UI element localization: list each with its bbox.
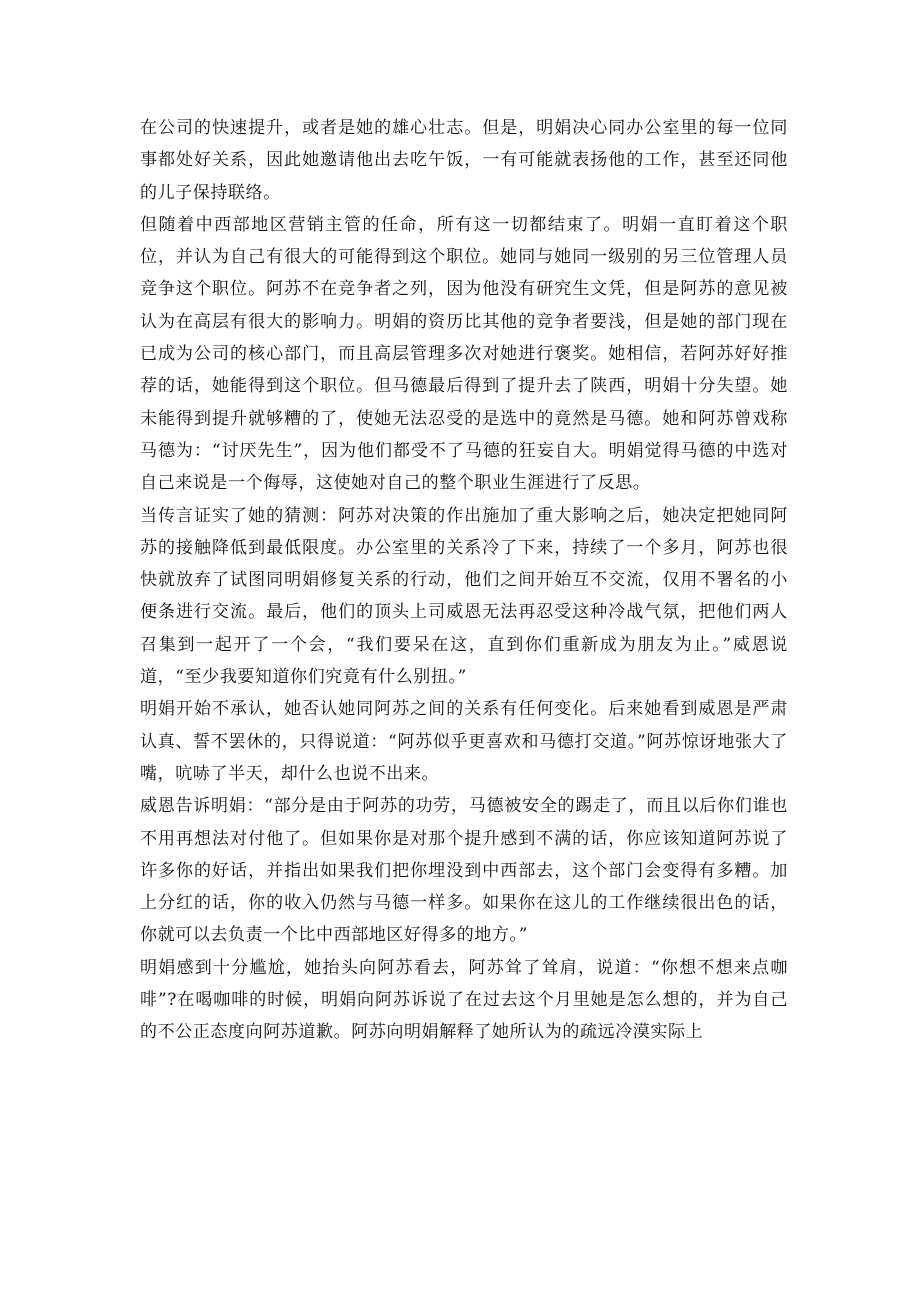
- paragraph-1: 在公司的快速提升，或者是她的雄心壮志。但是，明娟决心同办公室里的每一位同事都处好关系，因此她邀请他出去吃午饭，一有可能就表扬他的工作，甚至还同他的儿子保持联络。: [140, 118, 788, 203]
- paragraph-4: 明娟开始不承认，她否认她同阿苏之间的关系有任何变化。后来她看到威恩是严肃认真、誓不罢休的，只得说道：“阿苏似乎更喜欢和马德打交道。”阿苏惊讶地张大了嘴，吭哧了半天，却什么也说不出来。: [140, 699, 788, 784]
- document-page: [140, 112, 788, 1049]
- paragraph-3: 当传言证实了她的猜测：阿苏对决策的作出施加了重大影响之后，她决定把她同阿苏的接触降低到最低限度。办公室里的关系冷了下来，持续了一个多月，阿苏也很快就放弃了试图同明娟修复关系的行动，他们之间开始互不交流，仅用不署名的小便条进行交流。最后，他们的顶头上司威恩无法再忍受这种冷战气氛，把他们两人召集到一起开了一个会，“我们要呆在这，直到你们重新成为朋友为止。”威恩说道，“至少我要知道你们究竟有什么别扭。”: [140, 505, 788, 688]
- paragraph-2: 但随着中西部地区营销主管的任命，所有这一切都结束了。明娟一直盯着这个职位，并认为自己有很大的可能得到这个职位。她同与她同一级别的另三位管理人员竞争这个职位。阿苏不在竞争者之列，因为他没有研究生文凭，但是阿苏的意见被认为在高层有很大的影响力。明娟的资历比其他的竞争者要浅，但是她的部门现在已成为公司的核心部门，而且高层管理多次对她进行褒奖。她相信，若阿苏好好推荐的话，她能得到这个职位。但马德最后得到了提升去了陕西，明娟十分失望。她未能得到提升就够糟的了，使她无法忍受的是选中的竟然是马德。她和阿苏曾戏称马德为：“讨厌先生”，因为他们都受不了马德的狂妄自大。明娟觉得马德的中选对自己来说是一个侮辱，这使她对自己的整个职业生涯进行了反思。: [140, 214, 788, 494]
- paragraph-6: 明娟感到十分尴尬，她抬头向阿苏看去，阿苏耸了耸肩，说道：“你想不想来点咖啡”?在喝咖啡的时候，明娟向阿苏诉说了在过去这个月里她是怎么想的，并为自己的不公正态度向阿苏道歉。阿苏向明娟解释了她所认为的疏远冷漠实际上: [140, 957, 788, 1043]
- paragraph-5: 威恩告诉明娟：“部分是由于阿苏的功劳，马德被安全的踢走了，而且以后你们谁也不用再想法对付他了。但如果你是对那个提升感到不满的话，你应该知道阿苏说了许多你的好话，并指出如果我们把你埋没到中西部去，这个部门会变得有多糟。加上分红的话，你的收入仍然与马德一样多。如果你在这儿的工作继续很出色的话，你就可以去负责一个比中西部地区好得多的地方。”: [140, 796, 788, 946]
